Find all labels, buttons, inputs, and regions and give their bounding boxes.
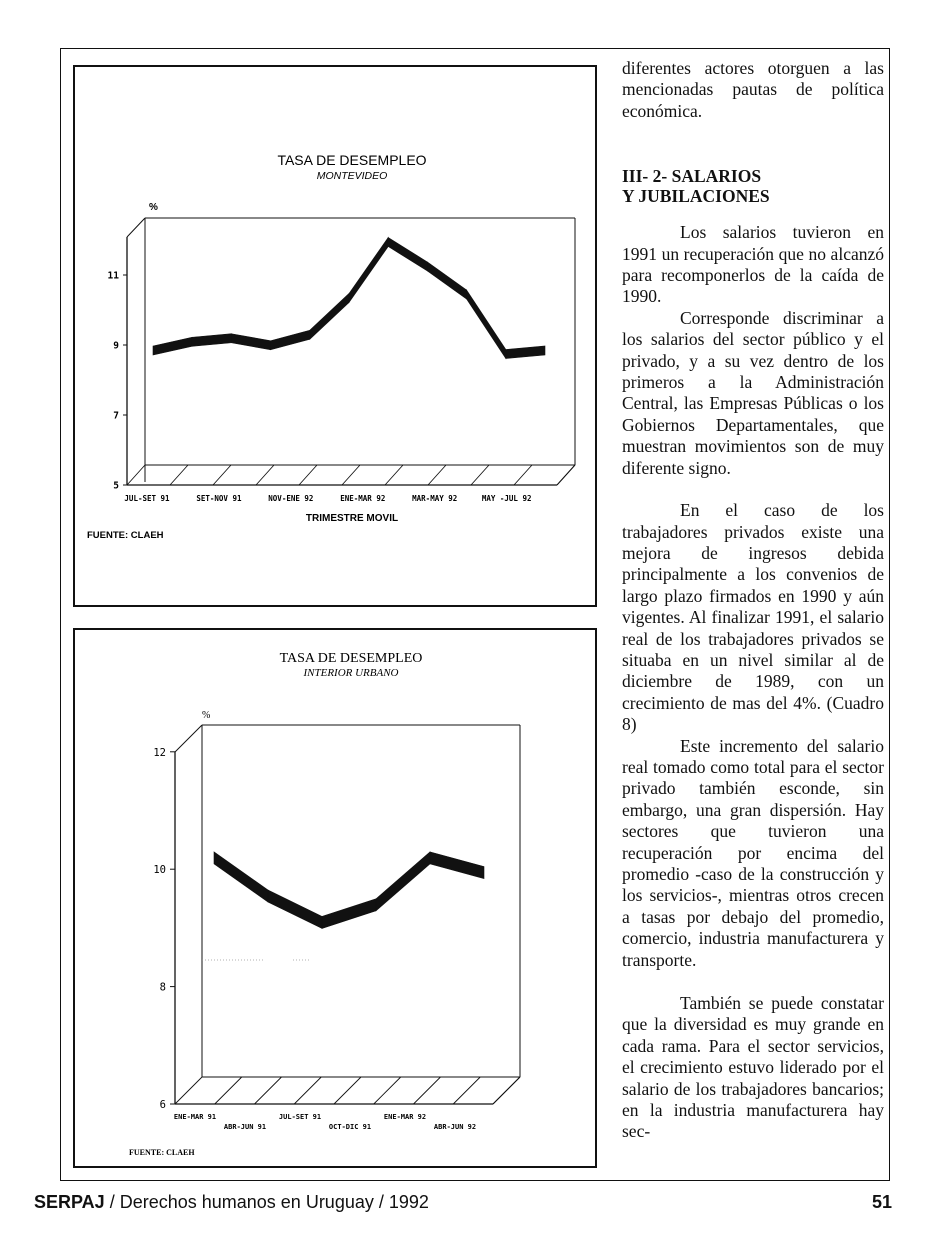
chart-title: TASA DE DESEMPLEO <box>277 152 427 168</box>
floor-hatch-line <box>299 465 317 485</box>
y-unit-label: % <box>202 710 211 721</box>
paragraph: En el caso de los trabajadores privados existe una mejora de ingresos debida principalmente a los convenios de largo plazo firmados en 1990 y aún vigentes. Al finalizar 1991, el salario real de los trabajadores privados se situaba en un nivel similar al de diciembre de 1989, con un crecimiento de mas del 4%. (Cuadro 8) <box>622 500 884 735</box>
floor-hatch-line <box>557 465 575 485</box>
series-segment <box>376 852 430 911</box>
section-heading-line: Y JUBILACIONES <box>622 186 770 207</box>
series-segment <box>268 890 322 928</box>
floor-hatch-line <box>385 465 403 485</box>
floor-hatch-line <box>127 465 145 485</box>
chart-montevideo <box>73 65 597 607</box>
floor-hatch-line <box>256 465 274 485</box>
floor-hatch-line <box>170 465 188 485</box>
x-tick-label: MAY -JUL 92 <box>481 494 532 503</box>
page-footer <box>34 1192 892 1213</box>
chart-montevideo-svg <box>75 67 595 605</box>
series-segment <box>349 238 388 303</box>
floor-hatch <box>127 465 575 485</box>
page-number: 51 <box>871 1192 892 1212</box>
paragraph: diferentes actores otorguen a las mencionadas pautas de política económica. <box>622 58 884 121</box>
floor-hatch-line <box>334 1077 361 1104</box>
x-axis-title: TRIMESTRE MOVIL <box>305 513 399 524</box>
chart-subtitle: MONTEVIDEO <box>316 170 388 182</box>
series-segment <box>271 330 310 350</box>
floor-hatch-line <box>493 1077 520 1104</box>
floor-hatch-line <box>213 465 231 485</box>
chart-source: FUENTE: CLAEH <box>129 1148 195 1157</box>
x-tick-label: OCT-DIC 91 <box>328 1123 372 1131</box>
floor-hatch-line <box>514 465 532 485</box>
x-tick-label: SET-NOV 91 <box>196 494 242 503</box>
series-segment <box>310 294 349 340</box>
series-segment <box>214 852 268 902</box>
x-tick-label: NOV-ENE 92 <box>268 494 314 503</box>
y-tick-label: 5 <box>113 480 119 492</box>
top-left-edge <box>175 725 202 752</box>
series-segment <box>430 852 484 879</box>
x-tick-label: ABR-JUN 91 <box>223 1123 267 1131</box>
y-tick-label: 8 <box>159 981 166 994</box>
chart-subtitle: INTERIOR URBANO <box>303 667 399 679</box>
x-tick-label: ENE-MAR 91 <box>173 1113 217 1121</box>
x-tick-label: MAR-MAY 92 <box>412 494 458 503</box>
y-tick-label: 9 <box>113 340 119 352</box>
chart-interior-svg <box>75 630 595 1166</box>
series-segment <box>231 334 270 350</box>
floor-hatch-line <box>342 465 360 485</box>
series-segment <box>192 334 231 347</box>
y-tick-label: 7 <box>113 410 119 422</box>
chart-title: TASA DE DESEMPLEO <box>279 651 423 666</box>
x-tick-group <box>174 1113 476 1131</box>
paragraph: Este incremento del salario real tomado como total para el sector privado también esconde, sin embargo, una gran dispersión. Hay sectores que tuvieron una recuperación por encima del promedio -caso de la construcción y los servicios-, mientras otros crecen a tasas por debajo del promedio, comercio, industria manufacturera y transporte. <box>622 735 884 970</box>
section-heading <box>622 166 884 206</box>
floor-hatch-line <box>175 1077 202 1104</box>
y-tick-group <box>108 271 127 492</box>
floor-hatch <box>175 1077 520 1104</box>
x-tick-label: JUL-SET 91 <box>278 1113 322 1121</box>
floor-hatch-line <box>255 1077 282 1104</box>
x-tick-label: ENE-MAR 92 <box>340 494 386 503</box>
chart-source: FUENTE: CLAEH <box>87 530 164 541</box>
article-text-column <box>622 58 884 1143</box>
series-segment <box>322 899 376 929</box>
floor-hatch-line <box>374 1077 401 1104</box>
x-tick-label: JUL-SET 91 <box>124 494 170 503</box>
footer-publication-title: / Derechos humanos en Uruguay / 1992 <box>104 1192 429 1212</box>
section-heading-line: III- 2- SALARIOS <box>622 166 762 187</box>
y-tick-label: 11 <box>107 270 119 282</box>
x-tick-label: ABR-JUN 92 <box>433 1123 477 1131</box>
paragraph: También se puede constatar que la diversidad es muy grande en cada rama. Para el sector servicios, el crecimiento estuvo liderado por el salario de los trabajadores bancarios; en la industria manufacturera hay sec- <box>622 993 884 1142</box>
series-segment <box>427 262 466 299</box>
floor-hatch-line <box>414 1077 441 1104</box>
paragraph: Los salarios tuvieron en 1991 un recuperación que no alcanzó para recomponerlos de la caída de 1990. <box>622 222 884 307</box>
y-unit-label: % <box>149 202 158 213</box>
chart-interior-urbano <box>73 628 597 1168</box>
paragraph: Corresponde discriminar a los salarios del sector público y el privado, y a su vez dentro de los primeros a la Administración Central, las Empresas Públicas o los Gobiernos Departamentales, que muestran movimientos son de muy diferente signo. <box>622 307 884 478</box>
y-tick-group <box>153 747 175 1111</box>
y-tick-label: 6 <box>159 1099 166 1111</box>
y-tick-label: 10 <box>153 864 166 877</box>
floor-hatch-line <box>471 465 489 485</box>
footer-organization: SERPAJ <box>34 1192 105 1212</box>
floor-hatch-line <box>453 1077 480 1104</box>
series-segment <box>153 337 192 355</box>
series-segment <box>388 238 427 272</box>
x-tick-group <box>124 494 531 503</box>
floor-hatch-line <box>428 465 446 485</box>
floor-hatch-line <box>215 1077 242 1104</box>
floor-hatch-line <box>294 1077 321 1104</box>
series-ribbon <box>214 852 484 929</box>
y-tick-label: 12 <box>153 746 166 759</box>
series-segment <box>506 346 545 359</box>
series-ribbon <box>153 238 545 359</box>
series-segment <box>467 290 506 359</box>
top-left-edge <box>127 218 145 237</box>
x-tick-label: ENE-MAR 92 <box>383 1113 427 1121</box>
